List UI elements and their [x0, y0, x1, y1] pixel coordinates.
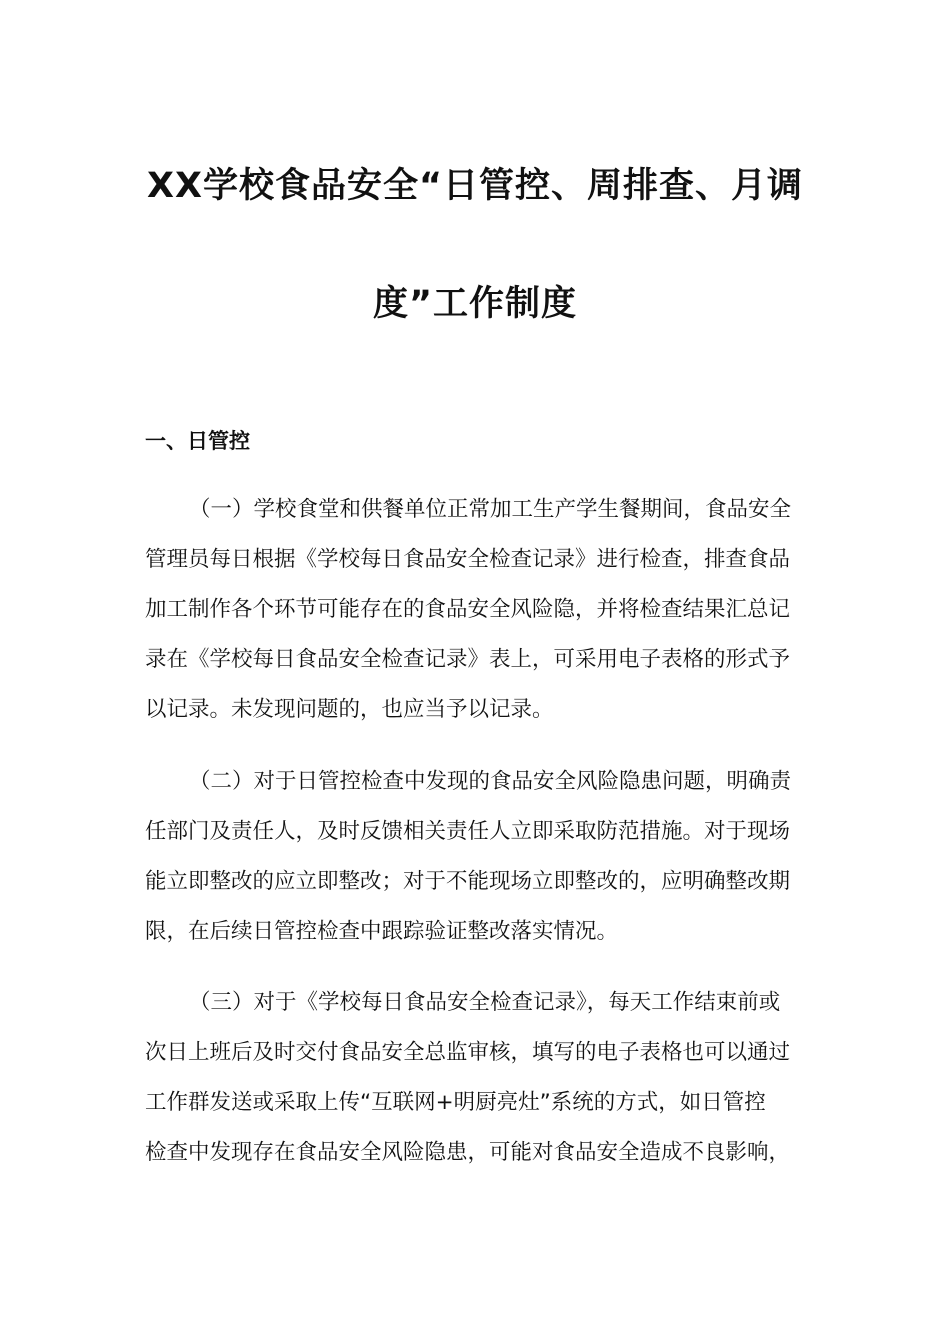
paragraph-line: 任部门及责任人，及时反馈相关责任人立即采取防范措施。对于现场 [145, 819, 791, 844]
paragraph-line: 次日上班后及时交付食品安全总监审核，填写的电子表格也可以通过 [145, 1040, 791, 1065]
paragraph-line: 限，在后续日管控检查中跟踪验证整改落实情况。 [145, 919, 619, 944]
paragraph-line: 加工制作各个环节可能存在的食品安全风险隐，并将检查结果汇总记 [145, 597, 791, 622]
document-title-line-1: XX学校食品安全“日管控、周排查、月调 [147, 166, 803, 206]
paragraph-line: （二）对于日管控检查中发现的食品安全风险隐患问题，明确责 [189, 769, 792, 794]
paragraph-1 [145, 485, 810, 735]
section-heading-daily-control: 一、日管控 [145, 429, 250, 453]
paragraph-line: 以记录。未发现问题的，也应当予以记录。 [145, 697, 554, 722]
paragraph-line: 检查中发现存在食品安全风险隐患，可能对食品安全造成不良影响， [145, 1140, 791, 1165]
paragraph-3 [145, 978, 810, 1178]
paragraph-2 [145, 757, 810, 957]
paragraph-line: 能立即整改的应立即整改；对于不能现场立即整改的，应明确整改期 [145, 869, 791, 894]
paragraph-line: 工作群发送或采取上传“互联网+明厨亮灶”系统的方式，如日管控 [145, 1090, 766, 1115]
paragraph-line: （一）学校食堂和供餐单位正常加工生产学生餐期间，食品安全 [189, 497, 792, 522]
paragraph-line: （三）对于《学校每日食品安全检查记录》，每天工作结束前或 [189, 990, 781, 1015]
paragraph-line: 录在《学校每日食品安全检查记录》表上，可采用电子表格的形式予 [145, 647, 791, 672]
paragraph-line: 管理员每日根据《学校每日食品安全检查记录》进行检查，排查食品 [145, 547, 791, 572]
document-title-line-2: 度”工作制度 [372, 284, 577, 324]
